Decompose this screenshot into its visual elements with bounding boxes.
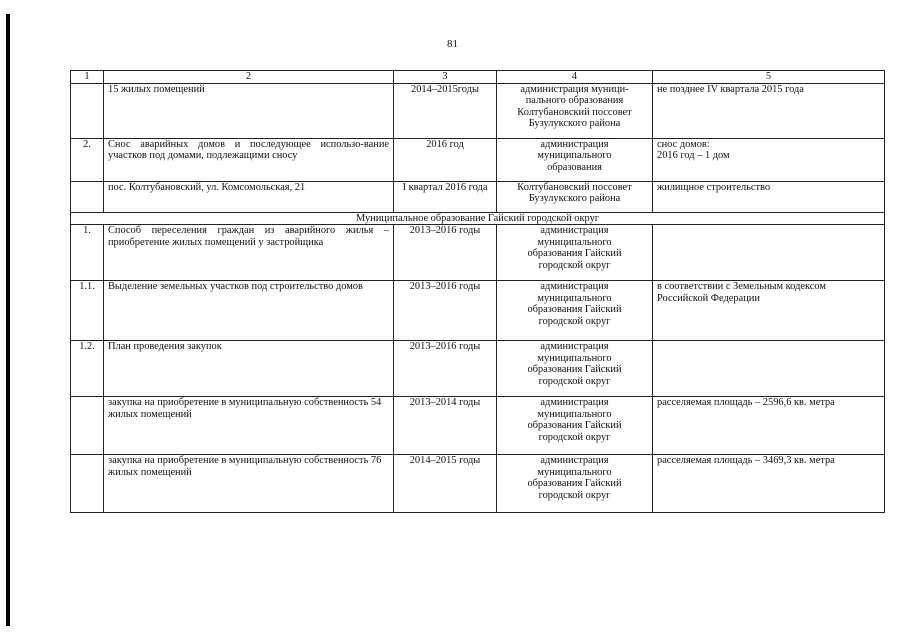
result-line: расселяемая площадь – 3469,3 кв. метра [657,455,835,466]
executor-line: муниципального [537,408,612,420]
header-cell-5: 5 [653,71,885,84]
row-executor [497,281,653,341]
executor-line: образования Гайский [527,420,622,431]
row-executor [497,455,653,513]
result-line: не позднее IV квартала 2015 года [657,83,804,95]
executor-line: образования Гайский [527,248,622,259]
executor-line: Колтубановский поссовет [517,181,632,193]
row-result [653,138,885,181]
row-term: 2013–2016 годы [394,225,497,281]
table-row [71,341,885,397]
row-description: закупка на приобретение в муниципальную собственность 76 жилых помещений [104,455,394,513]
row-result [653,281,885,341]
header-cell-4: 4 [497,71,653,84]
header-cell-1: 1 [71,71,104,84]
result-line: Российской Федерации [657,292,760,304]
executor-line: городской округ [538,431,611,443]
executor-line: Бузулукского района [528,118,621,129]
row-number: 1.2. [71,341,104,397]
row-executor [497,181,653,212]
executor-line: администрация [540,397,609,408]
binding-edge-line [6,14,10,626]
row-term: 2013–2016 годы [394,281,497,341]
row-term: 2016 год [394,138,497,181]
table-row [71,225,885,281]
header-cell-2: 2 [104,71,394,84]
header-row [71,71,885,84]
row-executor [497,138,653,181]
row-result [653,83,885,138]
executor-line: образования Гайский [527,364,622,375]
executor-line: муниципального [537,466,612,478]
row-number [71,397,104,455]
executor-line: городской округ [538,489,611,501]
result-line: расселяемая площадь – 2596,6 кв. метра [657,397,835,408]
row-number [71,181,104,212]
result-line: 2016 год – 1 дом [657,150,730,161]
row-executor [497,341,653,397]
executor-line: городской округ [538,375,611,387]
table-row [71,181,885,212]
row-number [71,83,104,138]
result-line: снос домов: [657,138,710,150]
row-description: План проведения закупок [104,341,394,397]
row-description: закупка на приобретение в муниципальную собственность 54 жилых помещений [104,397,394,455]
executor-line: пального образования [525,95,624,106]
result-line: жилищное строительство [657,181,771,193]
row-term: 2014–2015годы [394,83,497,138]
executor-line: администрация муници- [520,83,629,95]
executor-line: администрация [540,138,609,150]
table-row [71,397,885,455]
section-row [71,212,885,225]
executor-line: Бузулукского района [528,193,621,204]
row-number: 2. [71,138,104,181]
section-title: Муниципальное образование Гайский городской округ [71,212,885,225]
row-result [653,341,885,397]
executor-line: образования [547,161,602,173]
row-description: Способ переселения граждан из аварийного жилья – приобретение жилых помещений у застройщика [104,225,394,281]
table-row [71,83,885,138]
row-executor [497,397,653,455]
executor-line: муниципального [537,292,612,304]
executor-line: администрация [540,281,609,292]
executor-line: Колтубановский поссовет [517,106,632,118]
row-result [653,181,885,212]
executor-line: образования Гайский [527,304,622,315]
program-table [70,70,885,513]
page-number: 81 [447,38,458,50]
executor-line: городской округ [538,315,611,327]
row-term: 2014–2015 годы [394,455,497,513]
row-term: I квартал 2016 года [394,181,497,212]
row-executor [497,225,653,281]
row-description: пос. Колтубановский, ул. Комсомольская, 21 [104,181,394,212]
row-description: Выделение земельных участков под строительство домов [104,281,394,341]
row-result [653,397,885,455]
row-number: 1. [71,225,104,281]
row-number [71,455,104,513]
executor-line: муниципального [537,150,612,161]
header-cell-3: 3 [394,71,497,84]
row-executor [497,83,653,138]
executor-line: муниципального [537,352,612,364]
result-line: в соответствии с Земельным кодексом [657,281,826,292]
row-term: 2013–2016 годы [394,341,497,397]
row-result [653,455,885,513]
executor-line: администрация [540,341,609,352]
executor-line: городской округ [538,259,611,271]
row-result [653,225,885,281]
row-description: 15 жилых помещений [104,83,394,138]
row-description: Снос аварийных домов и последующее использо-вание участков под домами, подлежащими сносу [104,138,394,181]
executor-line: администрация [540,455,609,466]
table-row [71,281,885,341]
executor-line: образования Гайский [527,478,622,489]
table-row [71,455,885,513]
executor-line: муниципального [537,236,612,248]
row-term: 2013–2014 годы [394,397,497,455]
table-row [71,138,885,181]
row-number: 1.1. [71,281,104,341]
executor-line: администрация [540,225,609,236]
